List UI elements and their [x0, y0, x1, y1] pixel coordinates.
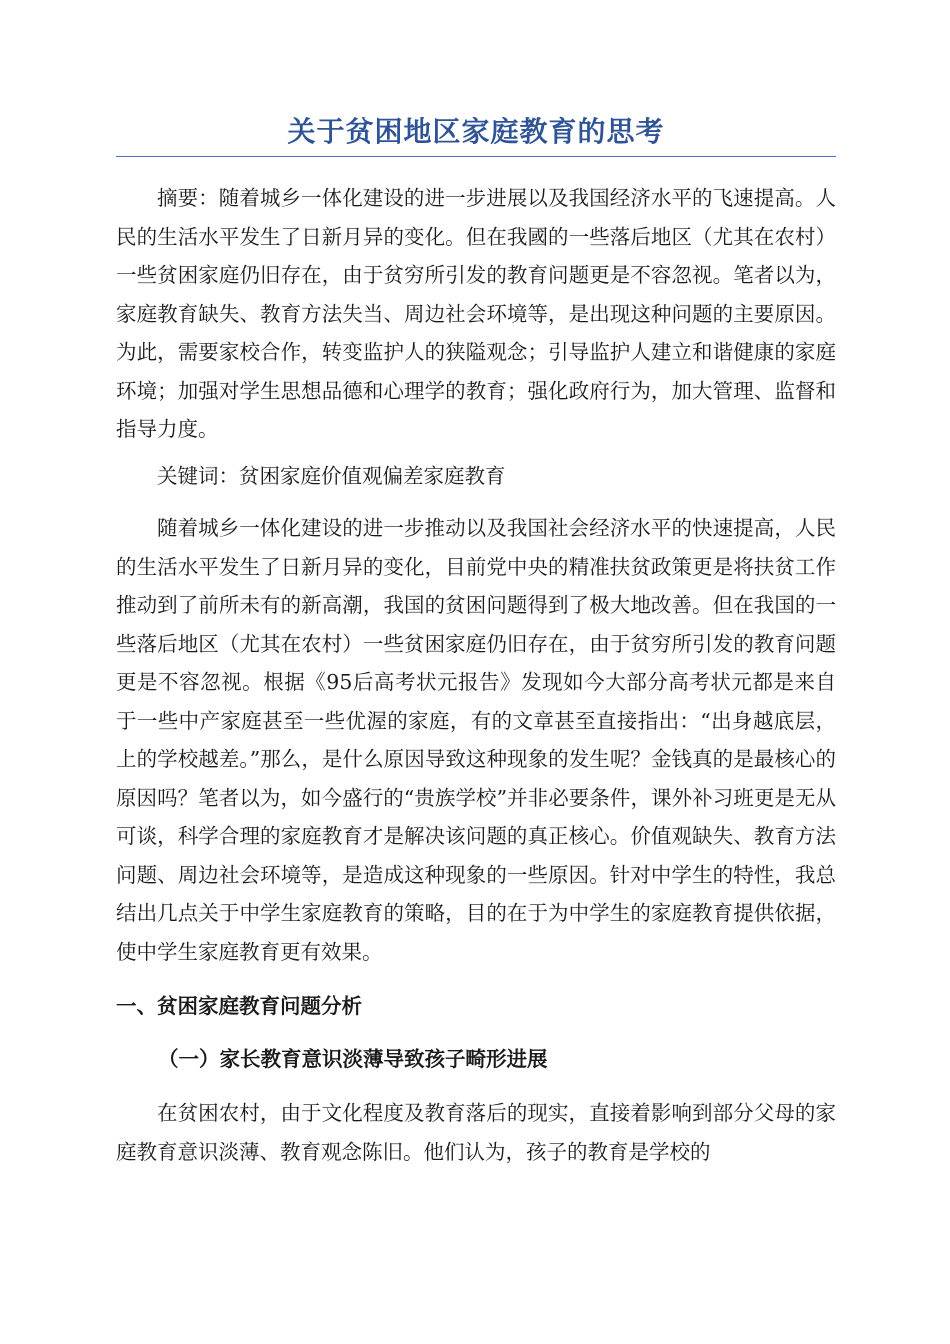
intro-paragraph: 随着城乡一体化建设的进一步推动以及我国社会经济水平的快速提高，人民的生活水平发生了日新月异的变化，目前党中央的精准扶贫政策更是将扶贫工作推动到了前所未有的新高潮，我国的贫困问题得到了极大地改善。但在我国的一些落后地区（尤其在农村）一些贫困家庭仍旧存在，由于贫穷所引发的教育问题更是不容忽视。根据《95后高考状元报告》发现如今大部分高考状元都是来自于一些中产家庭甚至一些优渥的家庭，有的文章甚至直接指出：“出身越底层，上的学校越差。”那么，是什么原因导致这种现象的发生呢？金钱真的是最核心的原因吗？笔者以为，如今盛行的“贵族学校”并非必要条件，课外补习班更是无从可谈，科学合理的家庭教育才是解决该问题的真正核心。价值观缺失、教育方法问题、周边社会环境等，是造成这种现象的一些原因。针对中学生的特性，我总结出几点关于中学生家庭教育的策略，目的在于为中学生的家庭教育提供依据，使中学生家庭教育更有效果。 — [116, 516, 836, 964]
document-title: 关于贫困地区家庭教育的思考 — [116, 112, 836, 157]
abstract-paragraph: 摘要：随着城乡一体化建设的进一步进展以及我国经济水平的飞速提高。人民的生活水平发生了日新月异的变化。但在我國的一些落后地区（尤其在农村）一些贫困家庭仍旧存在，由于贫穷所引发的教育问题更是不容忽视。笔者以为，家庭教育缺失、教育方法失当、周边社会环境等，是出现这种问题的主要原因。为此，需要家校合作，转变监护人的狭隘观念；引导监护人建立和谐健康的家庭环境；加强对学生思想品德和心理学的教育；强化政府行为，加大管理、监督和指导力度。 — [116, 186, 836, 441]
section-heading: 一、贫困家庭教育问题分析 — [116, 994, 362, 1018]
subsection-heading: （一）家长教育意识淡薄导致孩子畸形进展 — [158, 1046, 548, 1071]
document-page — [116, 112, 836, 1171]
body-paragraph: 在贫困农村，由于文化程度及教育落后的现实，直接着影响到部分父母的家庭教育意识淡薄、教育观念陈旧。他们认为，孩子的教育是学校的 — [116, 1101, 836, 1164]
keywords-paragraph: 关键词：贫困家庭价值观偏差家庭教育 — [157, 463, 506, 488]
